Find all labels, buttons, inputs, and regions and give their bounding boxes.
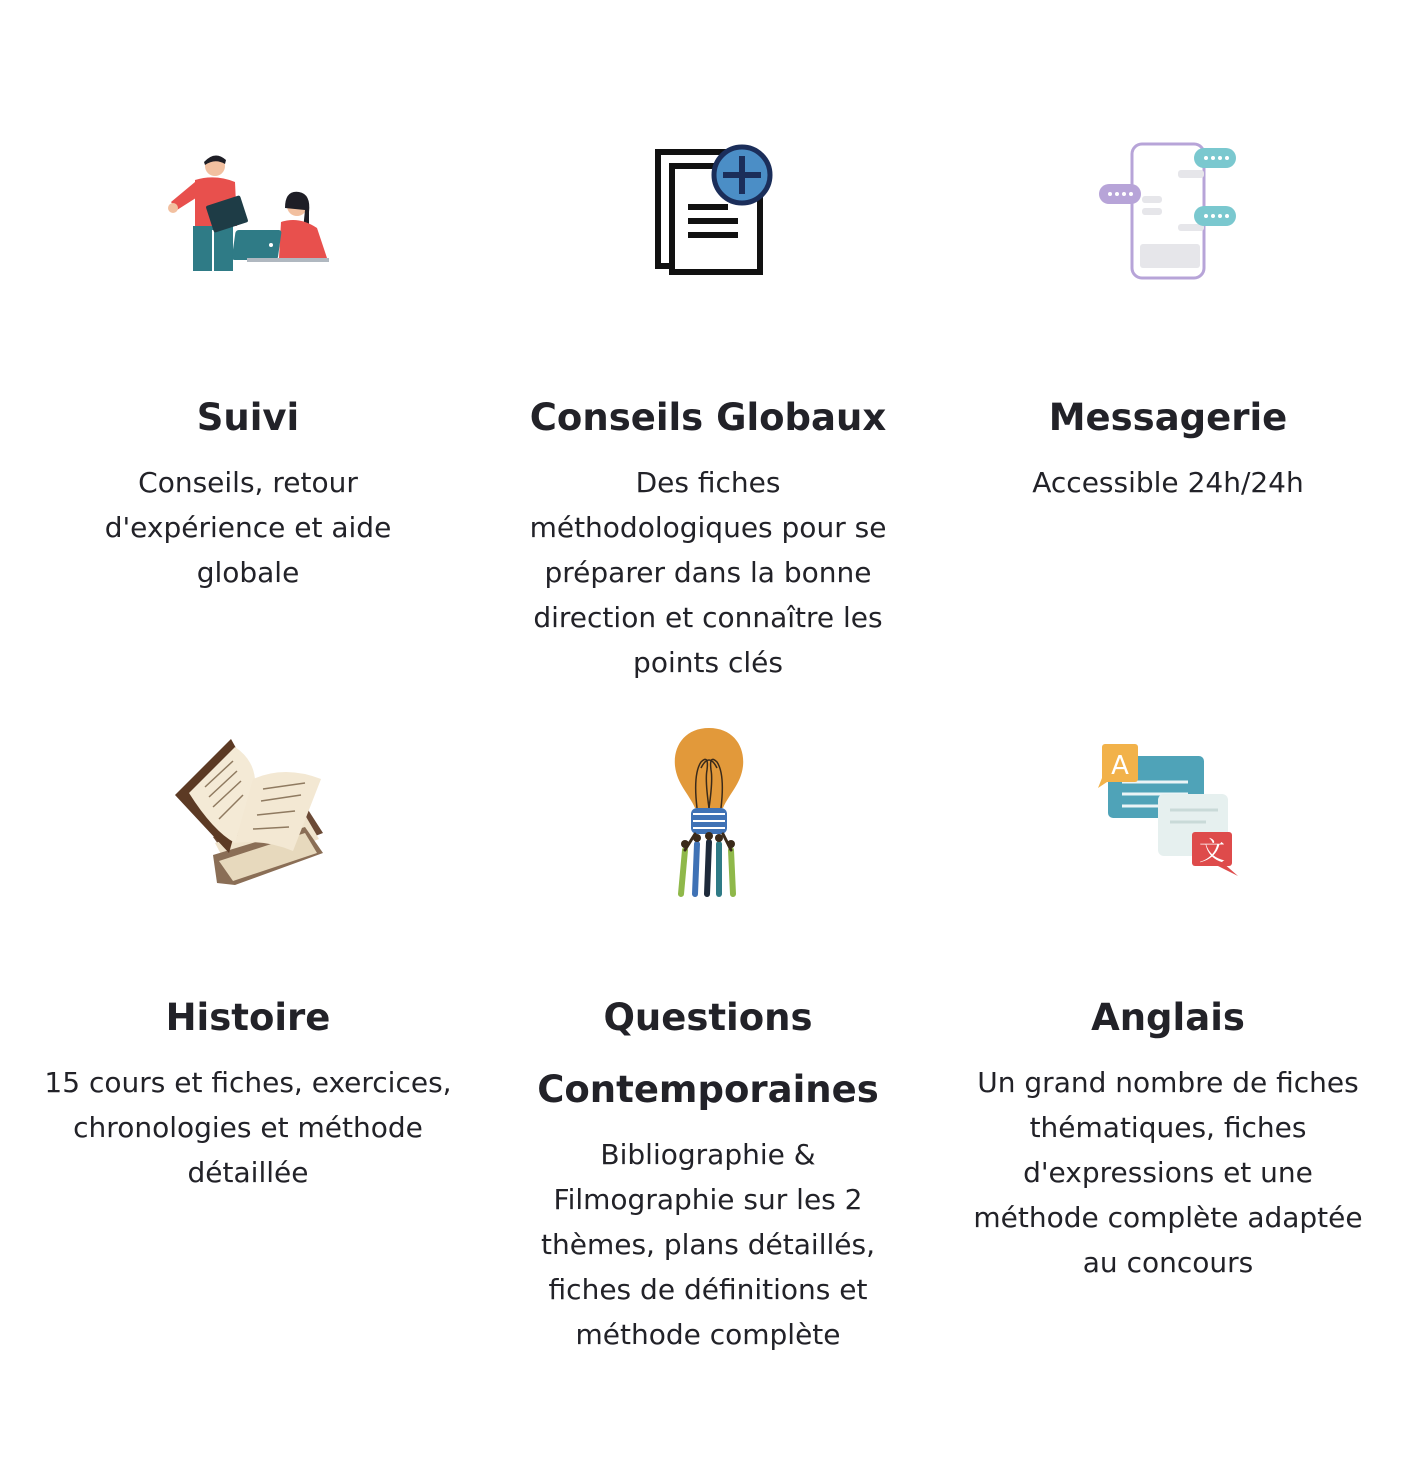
feature-card-histoire xyxy=(18,982,478,1195)
feature-title: Messagerie xyxy=(1048,396,1288,439)
feature-card-questions-contemporaines xyxy=(478,982,938,1357)
feature-description: Conseils, retour d'expérience et aide globale xyxy=(104,466,392,589)
feature-title: Histoire xyxy=(165,996,331,1039)
feature-title: Anglais xyxy=(1091,996,1245,1039)
lightbulb-team-icon xyxy=(667,724,751,898)
feature-description: 15 cours et fiches, exercices, chronologies et méthode détaillée xyxy=(44,1066,452,1189)
phone-chat-icon xyxy=(1096,140,1241,280)
feature-description: Des fiches méthodologiques pour se préparer dans la bonne direction et connaître les points clés xyxy=(529,466,887,679)
documents-plus-icon xyxy=(650,142,780,277)
translation-bubbles-icon xyxy=(1096,742,1241,880)
svg-text:A: A xyxy=(1111,751,1129,781)
open-books-icon xyxy=(165,735,330,890)
feature-description: Un grand nombre de fiches thématiques, fiches d'expressions et une méthode complète adaptée au concours xyxy=(973,1066,1363,1279)
feature-title: Suivi xyxy=(196,396,300,439)
feature-description: Accessible 24h/24h xyxy=(1032,466,1304,499)
feature-card-conseils-globaux xyxy=(478,382,938,685)
feature-card-suivi xyxy=(18,382,478,595)
feature-title: Questions Contemporaines xyxy=(537,996,879,1111)
svg-text:文: 文 xyxy=(1198,837,1226,867)
feature-description: Bibliographie & Filmographie sur les 2 thèmes, plans détaillés, fiches de définitions et méthode complète xyxy=(541,1138,875,1351)
mentoring-people-icon xyxy=(163,150,333,275)
feature-card-messagerie xyxy=(938,382,1398,505)
feature-card-anglais xyxy=(938,982,1398,1285)
feature-title: Conseils Globaux xyxy=(529,396,887,439)
